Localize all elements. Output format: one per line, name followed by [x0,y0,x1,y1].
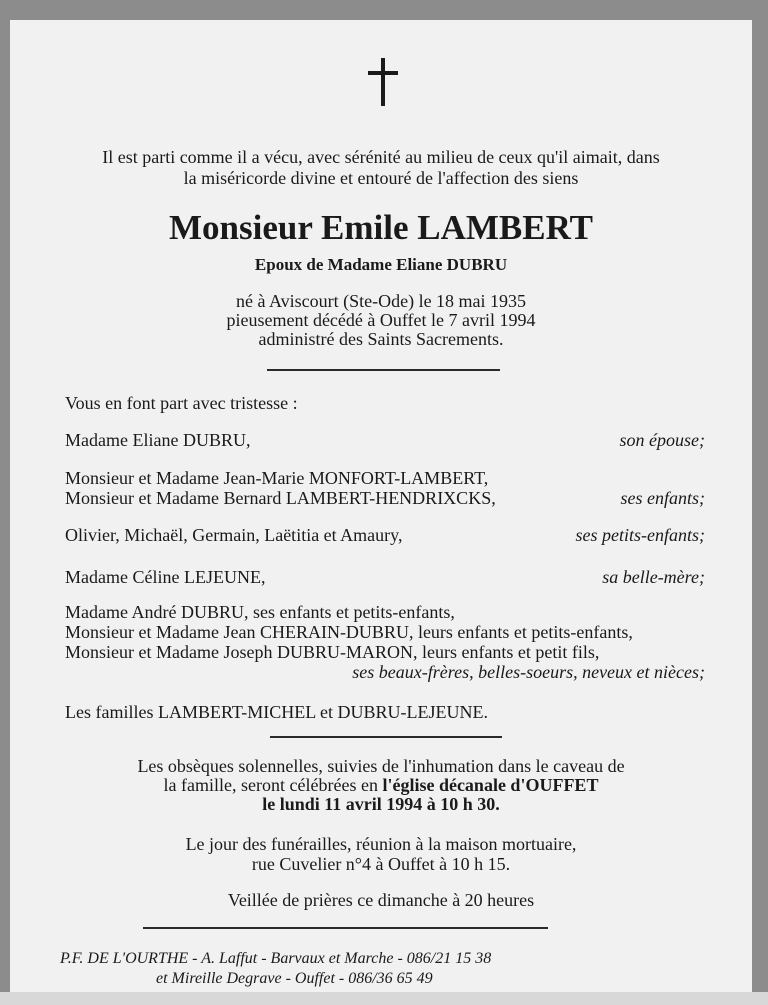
sacraments-line: administré des Saints Sacrements. [258,329,504,349]
death-line: pieusement décédé à Ouffet le 7 avril 1994 [226,310,536,330]
family-line: Monsieur et Madame Jean CHERAIN-DUBRU, leurs enfants et petits-enfants, [65,622,633,642]
footer-line-1: P.F. DE L'OURTHE - A. Laffut - Barvaux et Marche - 086/21 15 38 [60,950,492,967]
birth-line: né à Aviscourt (Ste-Ode) le 18 mai 1935 [235,291,527,311]
ceremony-date-text: le lundi 11 avril 1994 à 10 h 30. [262,794,500,814]
family-line: Monsieur et Madame Joseph DUBRU-MARON, leurs enfants et petit fils, [65,642,600,662]
family-line: Madame André DUBRU, ses enfants et petits-enfants, [65,602,455,622]
funeral-home-footer [60,949,660,989]
reunion-line-2: rue Cuvelier n°4 à Ouffet à 10 h 15. [251,854,511,874]
ceremony-date [50,795,712,814]
family-group [65,430,705,450]
family-line: Olivier, Michaël, Germain, Laëtitia et Amaury, [65,525,403,545]
family-group [65,525,705,545]
scan-background-strip [0,992,768,1005]
relation-label: son épouse; [619,430,705,450]
church-name: l'église décanale d'OUFFET [382,775,599,795]
relation-label: ses beaux-frères, belles-soeurs, neveux et nièces; [352,662,705,682]
ceremony-block [50,757,712,814]
ceremony-line-2 [50,776,712,795]
family-group [65,602,705,682]
family-group [65,468,705,508]
family-line: Monsieur et Madame Bernard LAMBERT-HENDRIXCKS, [65,488,496,508]
relation-label: ses enfants; [620,488,705,508]
footer-line-2: et Mireille Degrave - Ouffet - 086/36 65 49 [156,970,433,987]
spouse-line: Epoux de Madame Eliane DUBRU [254,255,508,274]
obituary-card [10,20,752,992]
divider [143,927,548,929]
family-line: Madame Céline LEJEUNE, [65,567,266,587]
intro-line-1: Il est parti comme il a vécu, avec sérénité au milieu de ceux qu'il aimait, dans [102,147,660,167]
announce-line: Vous en font part avec tristesse : [65,393,298,413]
deceased-name: Monsieur Emile LAMBERT [169,208,593,247]
family-line: Les familles LAMBERT-MICHEL et DUBRU-LEJEUNE. [65,702,489,722]
dates-block [50,292,712,349]
relation-label: sa belle-mère; [602,567,705,587]
intro-text [50,147,712,189]
divider [270,736,502,738]
family-line: Monsieur et Madame Jean-Marie MONFORT-LAMBERT, [65,468,489,488]
reunion-line-1: Le jour des funérailles, réunion à la maison mortuaire, [185,834,577,854]
intro-line-2: la miséricorde divine et entouré de l'affection des siens [183,168,579,188]
family-group [65,567,705,587]
ceremony-line-2-text: la famille, seront célébrées en [163,775,383,795]
family-group [65,702,705,722]
relation-label: ses petits-enfants; [575,525,705,545]
divider [267,369,500,371]
vigil-line: Veillée de prières ce dimanche à 20 heures [227,890,535,910]
reunion-block [50,834,712,874]
ceremony-line-1: Les obsèques solennelles, suivies de l'inhumation dans le caveau de [137,756,625,776]
cross-icon [368,58,398,106]
family-line: Madame Eliane DUBRU, [65,430,251,450]
